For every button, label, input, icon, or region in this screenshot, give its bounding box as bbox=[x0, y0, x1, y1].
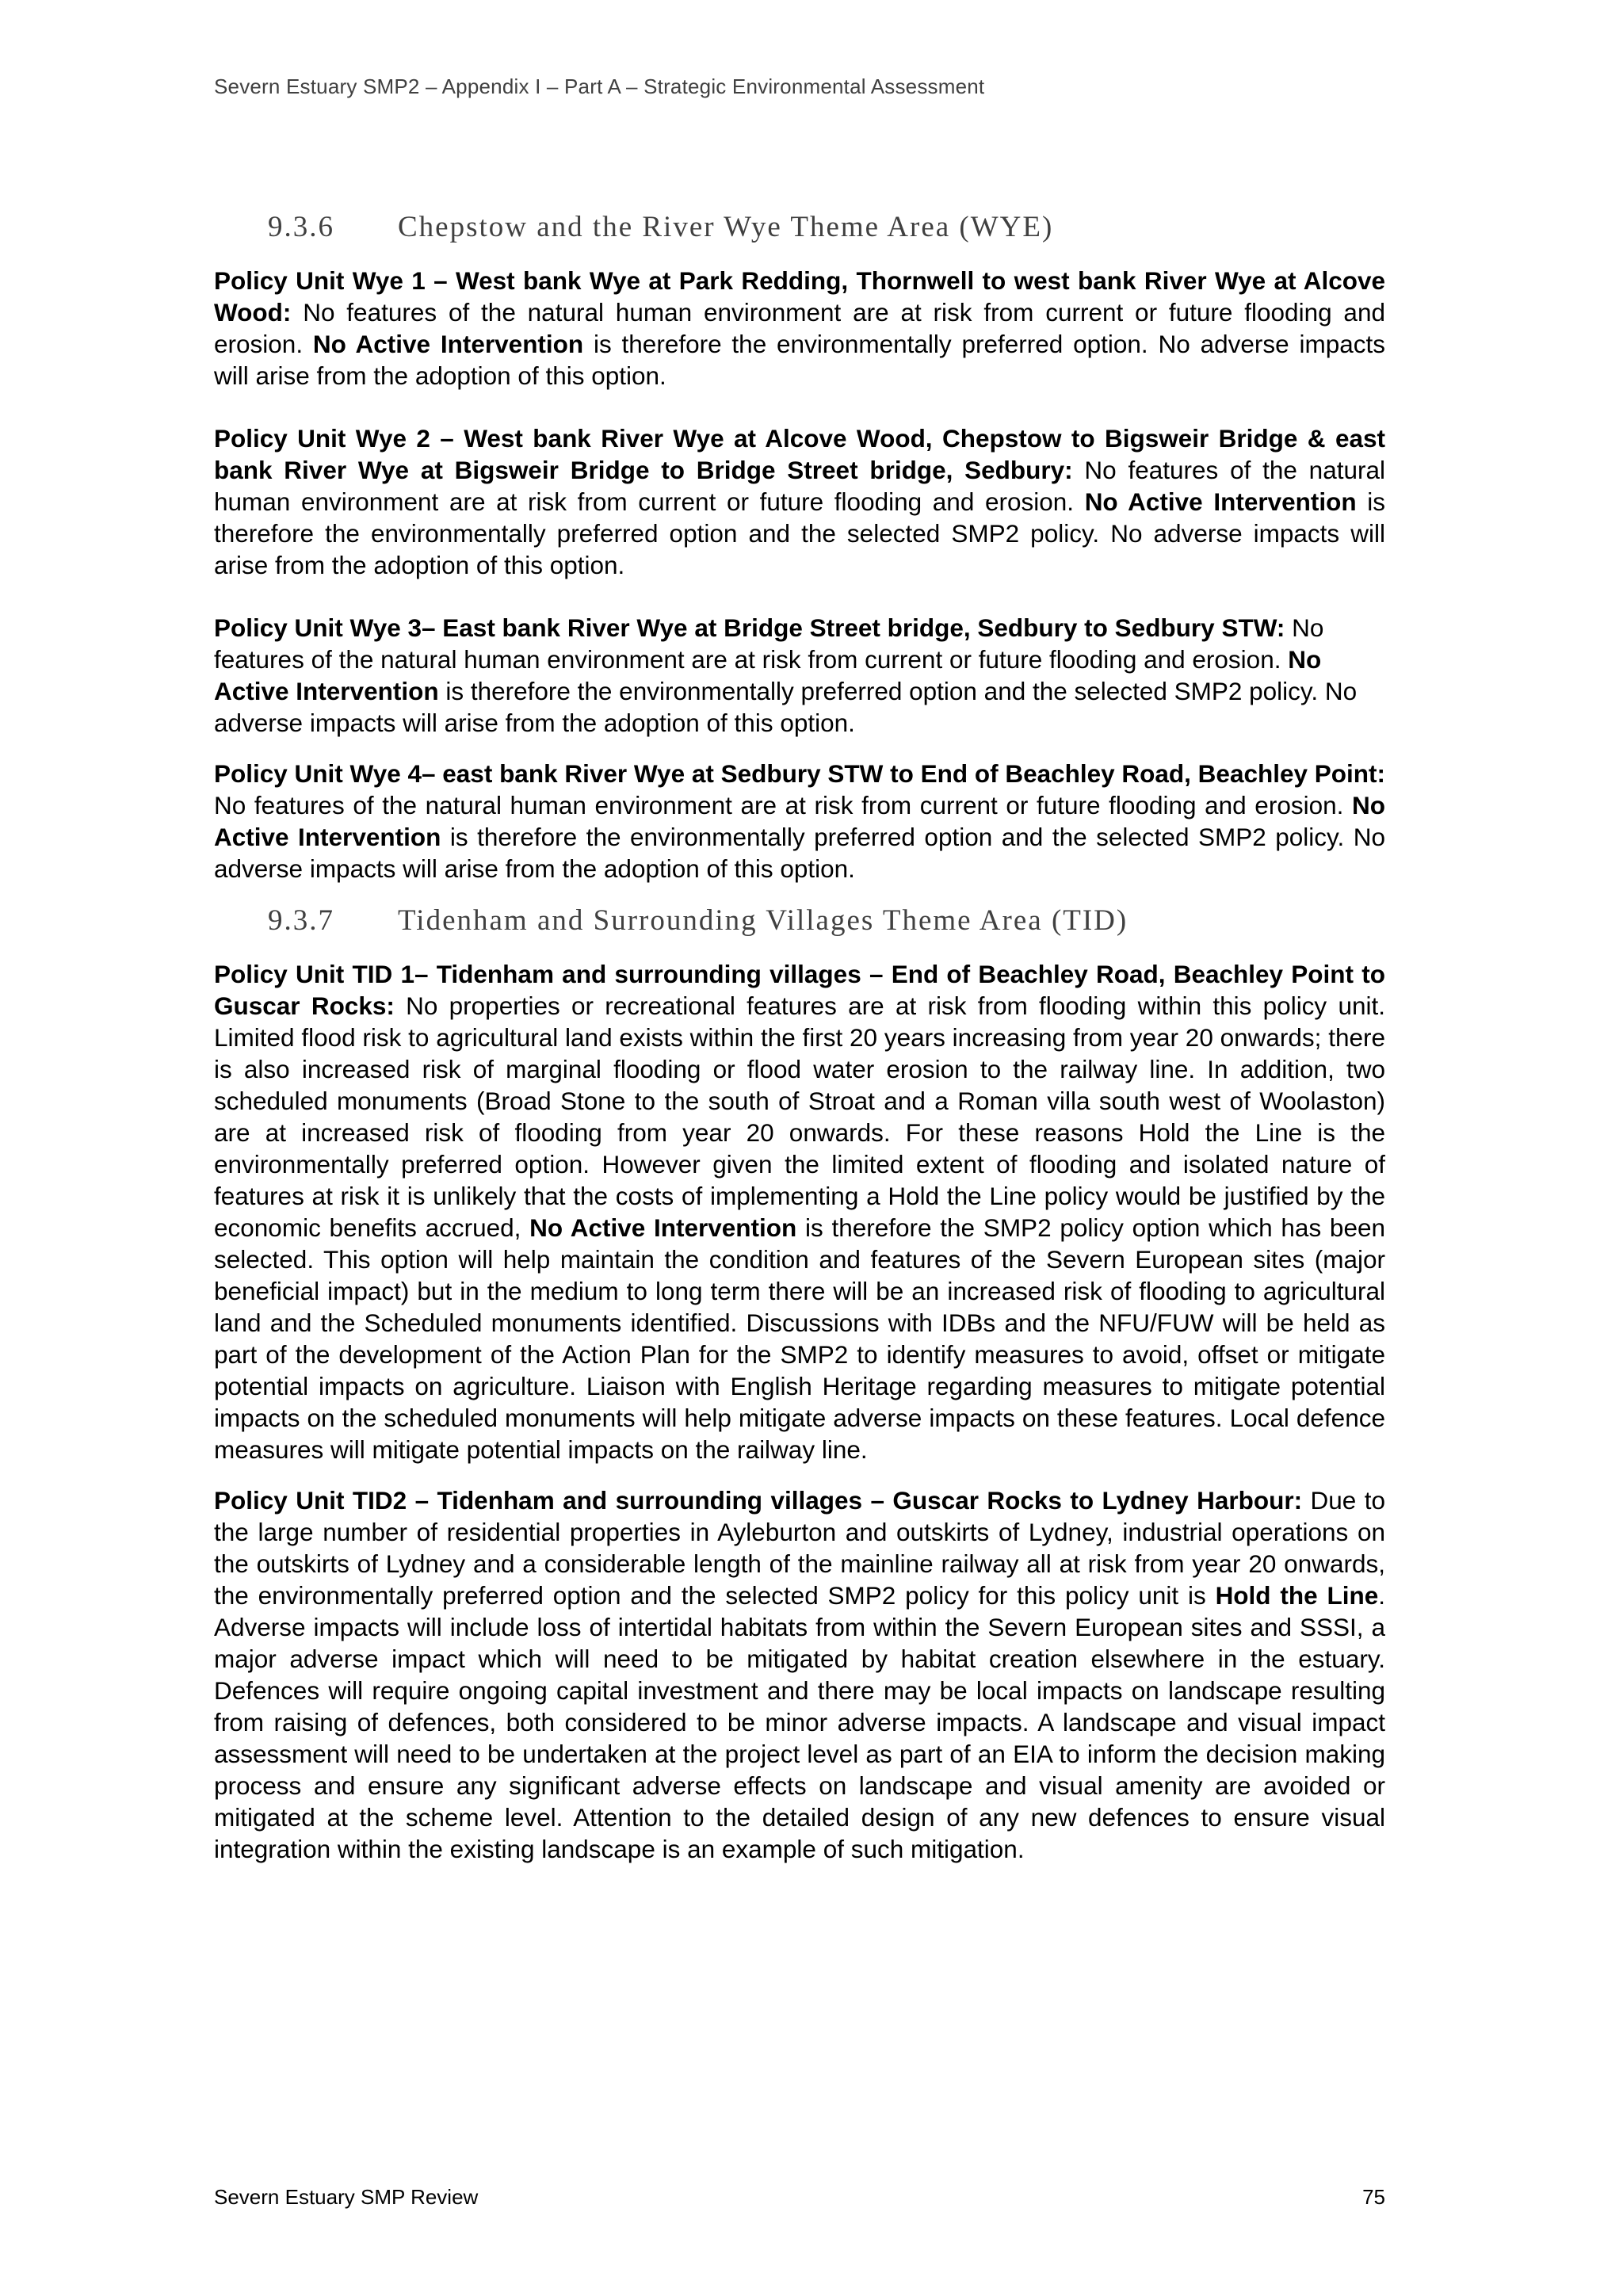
section-title: Tidenham and Surrounding Villages Theme Area (TID) bbox=[398, 904, 1128, 937]
paragraph-text: No features of the natural human environment are at risk from current or future flooding and erosion. bbox=[214, 613, 1324, 674]
footer-title: Severn Estuary SMP Review bbox=[214, 2185, 479, 2209]
page-number: 75 bbox=[1362, 2185, 1385, 2209]
policy-unit-wye-1 bbox=[214, 265, 1385, 392]
paragraph-text: is therefore the environmentally preferred option. No adverse impacts will arise from the adoption of this option. bbox=[214, 330, 1385, 390]
paragraph-text: No features of the natural human environment are at risk from current or future flooding and erosion. bbox=[214, 298, 1385, 358]
policy-unit-lead: Policy Unit Wye 2 – West bank River Wye at Alcove Wood, Chepstow to Bigsweir Bridge & east bank River Wye at Bigsweir Bridge to Bridge Street bridge, Sedbury: bbox=[214, 424, 1385, 484]
section-heading-wye bbox=[268, 210, 1385, 244]
section-heading-tid bbox=[268, 904, 1385, 938]
page-content bbox=[214, 210, 1385, 1884]
paragraph-text: is therefore the SMP2 policy option which has been selected. This option will help maintain the condition and features of the Severn European sites (major beneficial impact) but in the medium to long term there will be an increased risk of flooding to agricultural land and the Scheduled monuments identified. Discussions with IDBs and the NFU/FUW will be held as part of the development of the Action Plan for the SMP2 to identify measures to avoid, offset or mitigate potential impacts on agriculture. Liaison with English Heritage regarding measures to mitigate potential impacts on the scheduled monuments will help mitigate adverse impacts on these features. Local defence measures will mitigate potential impacts on the railway line. bbox=[214, 1213, 1386, 1464]
policy-unit-wye-4 bbox=[214, 758, 1385, 884]
policy-unit-tid-1 bbox=[214, 958, 1385, 1465]
policy-unit-lead: Policy Unit TID2 – Tidenham and surrounding villages – Guscar Rocks to Lydney Harbour: bbox=[214, 1486, 1303, 1515]
paragraph-text: Due to the large number of residential properties in Ayleburton and outskirts of Lydney, industrial operations on the outskirts of Lydney and a considerable length of the mainline railway all at risk from year 20 onwards, the environmentally preferred option and the selected SMP2 policy for this policy unit is bbox=[214, 1486, 1385, 1610]
paragraph-text: is therefore the environmentally preferred option and the selected SMP2 policy. No adverse impacts will arise from the adoption of this option. bbox=[214, 677, 1358, 737]
paragraph-text: is therefore the environmentally preferred option and the selected SMP2 policy. No adverse impacts will arise from the adoption of this option. bbox=[214, 487, 1385, 579]
policy-option: No Active Intervention bbox=[312, 330, 584, 358]
section-number: 9.3.7 bbox=[268, 904, 334, 937]
paragraph-text: . Adverse impacts will include loss of intertidal habitats from within the Severn European sites and SSSI, a major adverse impact which will need to be mitigated by habitat creation elsewhere in the estuary. Defences will require ongoing capital investment and there may be local impacts on landscape resulting from raising of defences, both considered to be minor adverse impacts. A landscape and visual impact assessment will need to be undertaken at the project level as part of an EIA to inform the decision making process and ensure any significant adverse effects on landscape and visual amenity are avoided or mitigated at the scheme level. Attention to the detailed design of any new defences to ensure visual integration within the existing landscape is an example of such mitigation. bbox=[214, 1581, 1385, 1863]
policy-option: No Active Intervention bbox=[214, 645, 1322, 705]
policy-unit-wye-3 bbox=[214, 612, 1385, 739]
policy-option: Hold the Line bbox=[1215, 1581, 1379, 1610]
paragraph-text: is therefore the environmentally preferred option and the selected SMP2 policy. No adverse impacts will arise from the adoption of this option. bbox=[214, 823, 1385, 883]
paragraph-text: No features of the natural human environment are at risk from current or future flooding and erosion. bbox=[214, 456, 1386, 516]
policy-option: No Active Intervention bbox=[529, 1213, 797, 1242]
running-header: Severn Estuary SMP2 – Appendix I – Part A – Strategic Environmental Assessment bbox=[214, 74, 985, 98]
paragraph-text: No properties or recreational features are at risk from flooding within this policy unit. Limited flood risk to agricultural land exists within the first 20 years increasing from year 20 onwards; there is also increased risk of marginal flooding or flood water erosion to the railway line. In addition, two scheduled monuments (Broad Stone to the south of Stroat and a Roman villa south west of Woolaston) are at increased risk of flooding from year 20 onwards. For these reasons Hold the Line is the environmentally preferred option. However given the limited extent of flooding and isolated nature of features at risk it is unlikely that the costs of implementing a Hold the Line policy would be justified by the economic benefits accrued, bbox=[214, 991, 1385, 1242]
policy-unit-lead: Policy Unit TID 1– Tidenham and surrounding villages – End of Beachley Road, Beachley Point to Guscar Rocks: bbox=[214, 960, 1385, 1020]
policy-unit-lead: Policy Unit Wye 1 – West bank Wye at Park Redding, Thornwell to west bank River Wye at Alcove Wood: bbox=[214, 266, 1385, 327]
running-footer bbox=[214, 2185, 1385, 2210]
policy-unit-wye-2 bbox=[214, 422, 1385, 581]
policy-unit-tid-2 bbox=[214, 1484, 1385, 1865]
policy-unit-lead: Policy Unit Wye 3– East bank River Wye at Bridge Street bridge, Sedbury to Sedbury STW: bbox=[214, 613, 1285, 642]
paragraph-text: No features of the natural human environment are at risk from current or future flooding and erosion. bbox=[214, 791, 1352, 819]
policy-option: No Active Intervention bbox=[1084, 487, 1357, 516]
section-title: Chepstow and the River Wye Theme Area (WYE) bbox=[398, 211, 1054, 243]
policy-unit-lead: Policy Unit Wye 4– east bank River Wye at Sedbury STW to End of Beachley Road, Beachley Point: bbox=[214, 759, 1385, 788]
policy-option: No Active Intervention bbox=[214, 791, 1385, 851]
section-number: 9.3.6 bbox=[268, 211, 334, 243]
